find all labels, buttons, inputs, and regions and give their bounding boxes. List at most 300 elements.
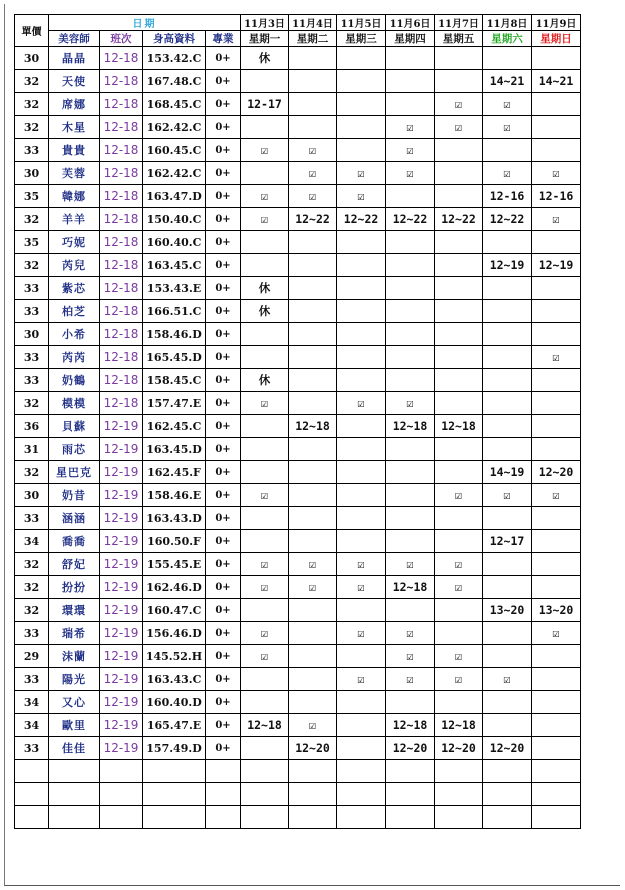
day-cell: 12~22 [337,208,386,231]
empty-cell [143,806,206,829]
body-data-cell: 145.52.H [143,645,206,668]
body-data-cell: 155.45.E [143,553,206,576]
day-cell [435,300,483,323]
checkbox-checked-icon: ☑ [483,116,532,139]
day-cell [483,346,532,369]
header-date: 11月7日 [435,15,483,31]
table-row [15,599,581,622]
body-data-cell: 162.45.F [143,461,206,484]
day-cell [289,47,337,70]
class-cell: 12-19 [100,599,143,622]
day-cell [386,185,435,208]
table-row [15,185,581,208]
price-cell: 33 [15,139,49,162]
class-cell: 12-19 [100,576,143,599]
day-cell: 12~22 [483,208,532,231]
empty-cell [49,783,100,806]
header-weekday: 星期五 [435,31,483,47]
day-cell [435,691,483,714]
day-cell [435,231,483,254]
stylist-name: 雨芯 [49,438,100,461]
day-cell [241,438,289,461]
empty-cell [241,806,289,829]
empty-cell [100,806,143,829]
stylist-name: 貝蘇 [49,415,100,438]
day-cell [386,93,435,116]
checkbox-checked-icon: ☑ [289,139,337,162]
day-cell [532,47,581,70]
day-cell [337,737,386,760]
day-cell [532,139,581,162]
empty-row [15,760,581,783]
day-cell [289,323,337,346]
empty-row [15,783,581,806]
day-cell [532,645,581,668]
day-cell [483,415,532,438]
price-cell: 33 [15,668,49,691]
day-cell [241,599,289,622]
stylist-name: 瑞希 [49,622,100,645]
price-cell: 36 [15,415,49,438]
empty-cell [386,806,435,829]
price-cell: 30 [15,162,49,185]
checkbox-checked-icon: ☑ [532,622,581,645]
price-cell: 34 [15,530,49,553]
body-data-cell: 165.45.D [143,346,206,369]
day-cell: 12-16 [483,185,532,208]
checkbox-checked-icon: ☑ [386,668,435,691]
day-cell [483,300,532,323]
day-cell: 12~18 [435,714,483,737]
class-cell: 12-18 [100,277,143,300]
pro-cell: 0+ [206,300,241,323]
stylist-name: 歐里 [49,714,100,737]
day-cell: 休 [241,277,289,300]
day-cell [532,507,581,530]
pro-cell: 0+ [206,231,241,254]
stylist-name: 柏芝 [49,300,100,323]
price-cell: 29 [15,645,49,668]
table-row [15,645,581,668]
day-cell [337,714,386,737]
day-cell [435,254,483,277]
day-cell [337,507,386,530]
body-data-cell: 166.51.C [143,300,206,323]
pro-cell: 0+ [206,530,241,553]
price-cell: 32 [15,553,49,576]
header-weekday: 星期四 [386,31,435,47]
day-cell [532,576,581,599]
empty-cell [143,760,206,783]
day-cell: 休 [241,300,289,323]
day-cell [337,415,386,438]
price-cell: 34 [15,714,49,737]
checkbox-checked-icon: ☑ [435,645,483,668]
empty-cell [532,806,581,829]
day-cell [435,507,483,530]
class-cell: 12-18 [100,231,143,254]
header-body: 身高資料 [143,31,206,47]
day-cell: 12~17 [483,530,532,553]
class-cell: 12-18 [100,70,143,93]
stylist-name: 芙蓉 [49,162,100,185]
day-cell [241,461,289,484]
day-cell [386,438,435,461]
empty-cell [337,806,386,829]
day-cell [435,622,483,645]
checkbox-checked-icon: ☑ [386,622,435,645]
day-cell [386,254,435,277]
header-weekday: 星期三 [337,31,386,47]
price-cell: 31 [15,438,49,461]
table-row [15,277,581,300]
header-weekday-saturday: 星期六 [483,31,532,47]
stylist-name: 席娜 [49,93,100,116]
pro-cell: 0+ [206,507,241,530]
checkbox-checked-icon: ☑ [386,392,435,415]
day-cell [386,277,435,300]
stylist-name: 舒妃 [49,553,100,576]
day-cell: 12~22 [386,208,435,231]
class-cell: 12-19 [100,691,143,714]
table-row [15,369,581,392]
body-data-cell: 157.49.D [143,737,206,760]
price-cell: 33 [15,737,49,760]
class-cell: 12-18 [100,208,143,231]
class-cell: 12-18 [100,346,143,369]
header-date-label: 日期 [49,15,241,31]
class-cell: 12-19 [100,438,143,461]
day-cell: 12~18 [435,415,483,438]
day-cell [337,70,386,93]
pro-cell: 0+ [206,599,241,622]
class-cell: 12-19 [100,415,143,438]
checkbox-checked-icon: ☑ [337,553,386,576]
table-row [15,484,581,507]
empty-cell [532,760,581,783]
class-cell: 12-18 [100,392,143,415]
class-cell: 12-18 [100,254,143,277]
day-cell [337,438,386,461]
header-weekday: 星期二 [289,31,337,47]
body-data-cell: 150.40.C [143,208,206,231]
class-cell: 12-19 [100,553,143,576]
day-cell: 12~20 [532,461,581,484]
table-row [15,208,581,231]
empty-cell [532,783,581,806]
day-cell [337,323,386,346]
table-row [15,737,581,760]
day-cell [289,530,337,553]
day-cell [289,254,337,277]
day-cell: 休 [241,369,289,392]
body-data-cell: 157.47.E [143,392,206,415]
checkbox-checked-icon: ☑ [483,668,532,691]
day-cell [337,93,386,116]
day-cell: 12-16 [532,185,581,208]
empty-cell [206,760,241,783]
checkbox-checked-icon: ☑ [386,162,435,185]
day-cell [483,139,532,162]
body-data-cell: 168.45.C [143,93,206,116]
price-cell: 30 [15,323,49,346]
table-row [15,162,581,185]
day-cell: 14~21 [532,70,581,93]
day-cell: 12~19 [532,254,581,277]
day-cell: 12~20 [289,737,337,760]
price-cell: 35 [15,185,49,208]
table-row [15,438,581,461]
day-cell [532,231,581,254]
day-cell [289,70,337,93]
day-cell [435,70,483,93]
price-cell: 32 [15,208,49,231]
table-row [15,346,581,369]
empty-cell [100,760,143,783]
day-cell [337,645,386,668]
day-cell: 14~19 [483,461,532,484]
price-cell: 33 [15,622,49,645]
day-cell [435,47,483,70]
header-weekday-sunday: 星期日 [532,31,581,47]
class-cell: 12-18 [100,139,143,162]
header-date: 11月4日 [289,15,337,31]
body-data-cell: 158.45.C [143,369,206,392]
price-cell: 32 [15,70,49,93]
day-cell [386,461,435,484]
day-cell [337,369,386,392]
table-row [15,254,581,277]
price-cell: 33 [15,277,49,300]
class-cell: 12-18 [100,116,143,139]
empty-cell [337,783,386,806]
price-cell: 33 [15,507,49,530]
day-cell [289,93,337,116]
header-date: 11月6日 [386,15,435,31]
empty-cell [386,783,435,806]
day-cell [435,599,483,622]
empty-cell [483,806,532,829]
empty-cell [435,783,483,806]
day-cell [483,553,532,576]
body-data-cell: 163.45.D [143,438,206,461]
day-cell [289,622,337,645]
day-cell: 12~18 [241,714,289,737]
day-cell: 12~20 [435,737,483,760]
day-cell [532,691,581,714]
stylist-name: 環環 [49,599,100,622]
day-cell [337,530,386,553]
price-cell: 32 [15,599,49,622]
pro-cell: 0+ [206,691,241,714]
stylist-name: 沫蘭 [49,645,100,668]
day-cell [241,346,289,369]
body-data-cell: 162.45.C [143,415,206,438]
day-cell [435,185,483,208]
day-cell [289,277,337,300]
stylist-name: 韓娜 [49,185,100,208]
class-cell: 12-19 [100,530,143,553]
day-cell [532,369,581,392]
class-cell: 12-19 [100,668,143,691]
day-cell [241,254,289,277]
day-cell [289,438,337,461]
empty-cell [337,760,386,783]
checkbox-checked-icon: ☑ [532,208,581,231]
empty-cell [100,783,143,806]
checkbox-checked-icon: ☑ [435,553,483,576]
day-cell [483,369,532,392]
class-cell: 12-19 [100,507,143,530]
price-cell: 30 [15,484,49,507]
checkbox-checked-icon: ☑ [532,484,581,507]
day-cell [386,323,435,346]
price-cell: 34 [15,691,49,714]
header-weekday: 星期一 [241,31,289,47]
stylist-name: 貴貴 [49,139,100,162]
pro-cell: 0+ [206,737,241,760]
table-row [15,691,581,714]
day-cell [241,530,289,553]
day-cell [532,93,581,116]
pro-cell: 0+ [206,323,241,346]
table-row [15,714,581,737]
empty-cell [483,760,532,783]
day-cell [337,300,386,323]
day-cell [532,415,581,438]
checkbox-checked-icon: ☑ [289,185,337,208]
pro-cell: 0+ [206,254,241,277]
empty-cell [15,806,49,829]
schedule-body [15,47,581,829]
checkbox-checked-icon: ☑ [386,553,435,576]
pro-cell: 0+ [206,415,241,438]
checkbox-checked-icon: ☑ [337,668,386,691]
pro-cell: 0+ [206,392,241,415]
day-cell [483,323,532,346]
day-cell [289,116,337,139]
checkbox-checked-icon: ☑ [289,553,337,576]
day-cell [435,461,483,484]
stylist-name: 木星 [49,116,100,139]
empty-cell [386,760,435,783]
day-cell [241,70,289,93]
day-cell [483,231,532,254]
price-cell: 32 [15,116,49,139]
day-cell [241,737,289,760]
pro-cell: 0+ [206,714,241,737]
empty-cell [435,806,483,829]
schedule-table [14,14,581,829]
day-cell [386,691,435,714]
price-cell: 35 [15,231,49,254]
checkbox-checked-icon: ☑ [435,116,483,139]
stylist-name: 晶晶 [49,47,100,70]
day-cell [289,668,337,691]
pro-cell: 0+ [206,70,241,93]
empty-cell [49,806,100,829]
day-cell [289,484,337,507]
day-cell: 12~18 [386,714,435,737]
checkbox-checked-icon: ☑ [289,162,337,185]
day-cell [337,231,386,254]
stylist-name: 紫芯 [49,277,100,300]
empty-cell [241,760,289,783]
checkbox-checked-icon: ☑ [483,162,532,185]
day-cell: 12~19 [483,254,532,277]
empty-cell [15,760,49,783]
checkbox-checked-icon: ☑ [337,576,386,599]
day-cell [435,277,483,300]
checkbox-checked-icon: ☑ [337,622,386,645]
price-cell: 33 [15,369,49,392]
body-data-cell: 163.43.C [143,668,206,691]
pro-cell: 0+ [206,185,241,208]
empty-cell [206,806,241,829]
body-data-cell: 160.45.C [143,139,206,162]
day-cell [532,668,581,691]
stylist-name: 喬喬 [49,530,100,553]
empty-cell [289,783,337,806]
header-date: 11月3日 [241,15,289,31]
empty-cell [241,783,289,806]
day-cell [532,300,581,323]
checkbox-checked-icon: ☑ [435,484,483,507]
body-data-cell: 162.42.C [143,116,206,139]
day-cell [386,300,435,323]
pro-cell: 0+ [206,668,241,691]
header-row-dates [15,15,581,31]
day-cell: 12~18 [386,415,435,438]
checkbox-checked-icon: ☑ [337,185,386,208]
day-cell [483,714,532,737]
day-cell [241,691,289,714]
body-data-cell: 162.42.C [143,162,206,185]
pro-cell: 0+ [206,116,241,139]
day-cell [241,116,289,139]
body-data-cell: 160.47.C [143,599,206,622]
stylist-name: 芮芮 [49,346,100,369]
day-cell [532,392,581,415]
stylist-name: 星巴克 [49,461,100,484]
day-cell [386,70,435,93]
table-row [15,668,581,691]
empty-cell [435,760,483,783]
table-row [15,392,581,415]
pro-cell: 0+ [206,576,241,599]
class-cell: 12-19 [100,484,143,507]
table-row [15,415,581,438]
pro-cell: 0+ [206,553,241,576]
body-data-cell: 158.46.E [143,484,206,507]
checkbox-checked-icon: ☑ [386,139,435,162]
checkbox-checked-icon: ☑ [435,93,483,116]
checkbox-checked-icon: ☑ [337,162,386,185]
checkbox-checked-icon: ☑ [435,576,483,599]
empty-cell [143,783,206,806]
checkbox-checked-icon: ☑ [289,714,337,737]
body-data-cell: 163.45.C [143,254,206,277]
day-cell: 12~22 [289,208,337,231]
day-cell [435,162,483,185]
empty-cell [483,783,532,806]
stylist-name: 天使 [49,70,100,93]
day-cell [435,139,483,162]
class-cell: 12-18 [100,93,143,116]
day-cell [337,116,386,139]
header-date: 11月5日 [337,15,386,31]
table-row [15,461,581,484]
